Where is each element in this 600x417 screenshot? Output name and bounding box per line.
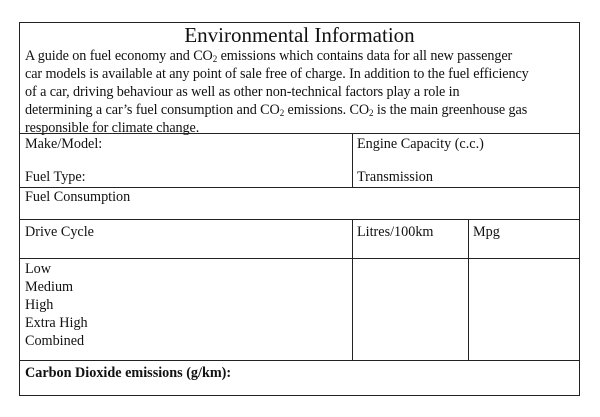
divider <box>20 219 579 220</box>
litres-per-100km-header: Litres/100km <box>357 224 434 240</box>
intro-line-5: responsible for climate change. <box>25 120 200 136</box>
drive-cycle-header: Drive Cycle <box>25 224 94 240</box>
divider <box>468 219 469 360</box>
intro-text: emissions. CO <box>284 102 370 118</box>
intro-text: is the main greenhouse gas <box>373 102 528 118</box>
mpg-header: Mpg <box>473 224 500 240</box>
make-model-label: Make/Model: <box>25 136 103 152</box>
intro-line-2: car models is available at any point of sale free of charge. In addition to the fuel efficiency <box>25 66 529 82</box>
intro-line-3: of a car, driving behaviour as well as other non-technical factors play a role in <box>25 84 460 100</box>
list-item: High <box>25 297 54 313</box>
divider <box>352 219 353 360</box>
list-item: Medium <box>25 279 74 295</box>
intro-paragraph <box>25 47 577 137</box>
engine-capacity-label: Engine Capacity (c.c.) <box>357 136 484 152</box>
divider <box>20 360 579 361</box>
list-item: Combined <box>25 333 85 349</box>
subscript: 2 <box>212 54 218 64</box>
fuel-type-label: Fuel Type: <box>25 169 86 185</box>
drive-cycle-list <box>25 260 88 350</box>
fuel-consumption-label: Fuel Consumption <box>25 189 131 205</box>
label-title: Environmental Information <box>184 23 415 47</box>
divider <box>20 133 579 134</box>
subscript: 2 <box>279 108 285 118</box>
intro-line-1 <box>25 47 577 65</box>
intro-text: emissions which contains data for all new passenger <box>217 48 513 64</box>
list-item: Extra High <box>25 315 88 331</box>
list-item: Low <box>25 261 52 277</box>
divider <box>20 258 579 259</box>
intro-line-4 <box>25 101 577 119</box>
environmental-information-label <box>19 22 580 396</box>
intro-text: A guide on fuel economy and CO <box>25 48 213 64</box>
co2-emissions-label: Carbon Dioxide emissions (g/km): <box>25 365 232 381</box>
divider <box>352 133 353 187</box>
intro-text: determining a car’s fuel consumption and CO <box>25 102 280 118</box>
subscript: 2 <box>369 108 374 118</box>
transmission-label: Transmission <box>357 169 433 185</box>
